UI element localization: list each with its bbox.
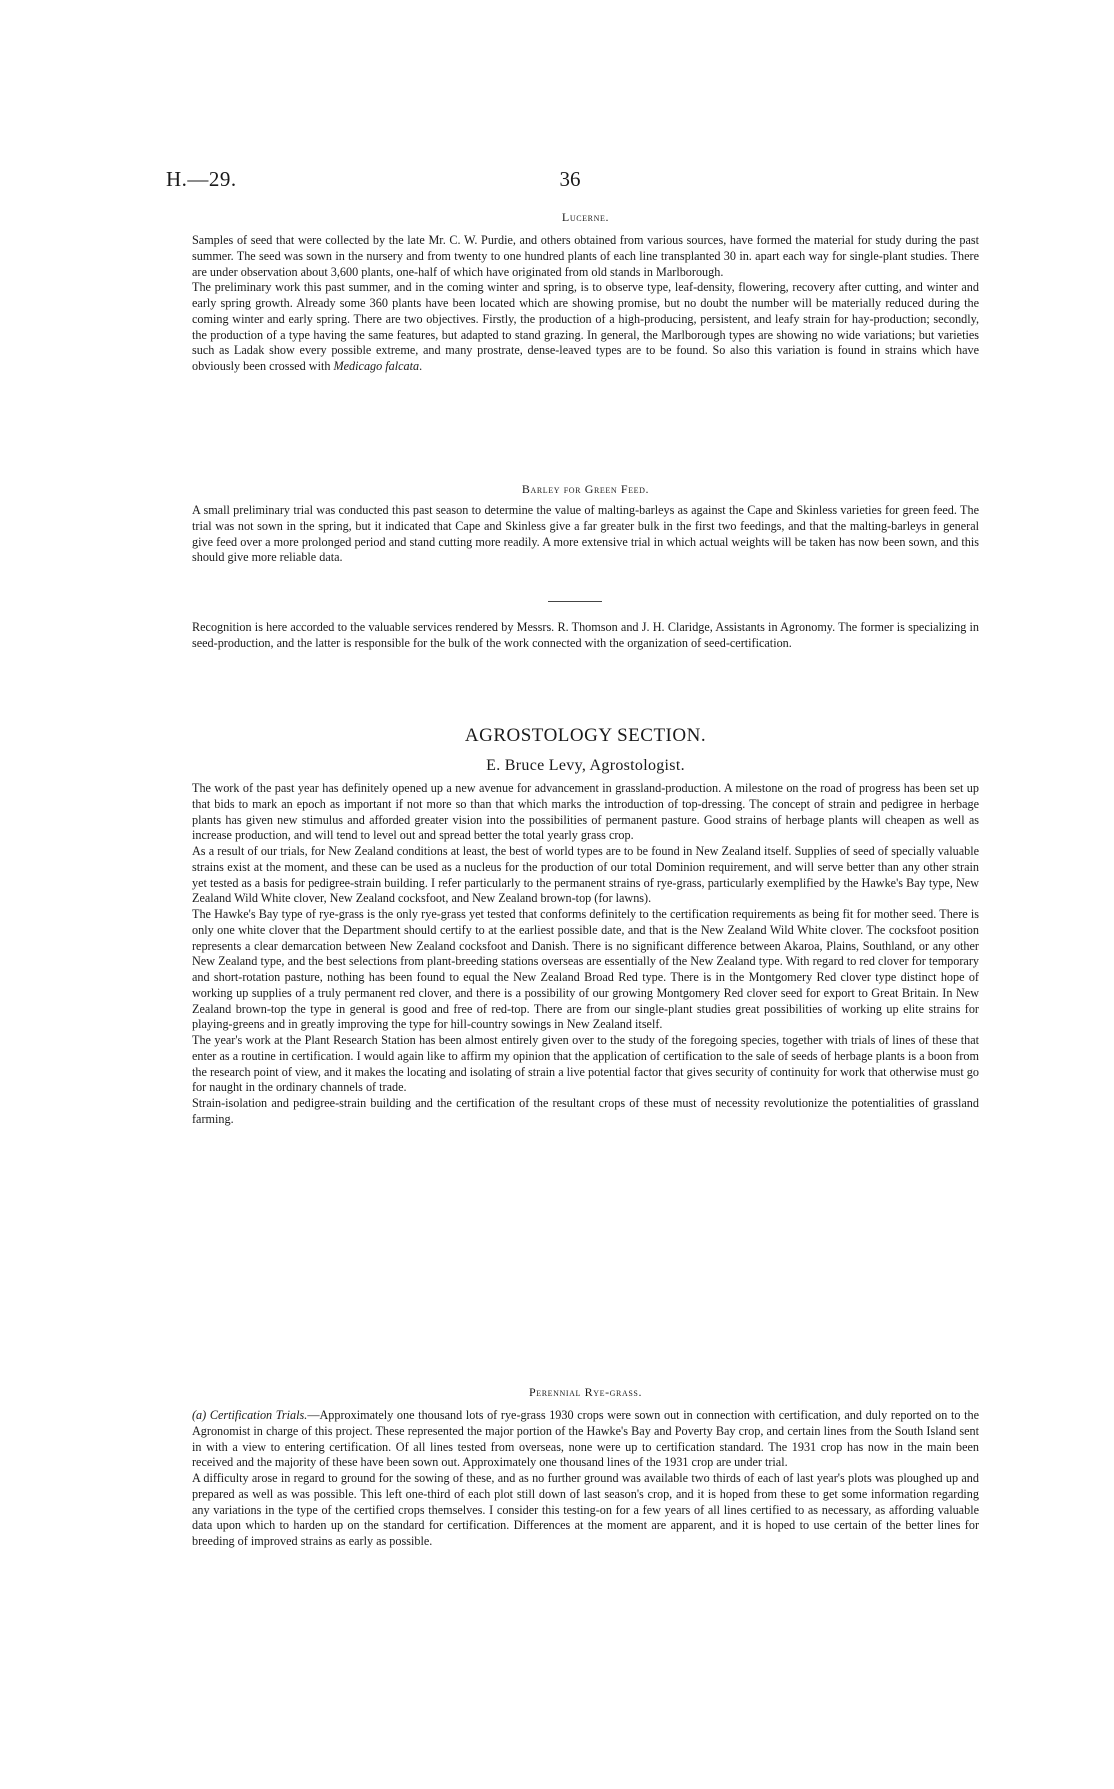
agrostology-title: AGROSTOLOGY SECTION.: [464, 725, 707, 746]
agrostology-section: [192, 725, 979, 1128]
perennial-section: [192, 1385, 979, 1550]
agrostology-paragraph-5: Strain-isolation and pedigree-strain building and the certification of the resultant crops of these must of necessity revolutionize the potentialities of grassland farming.: [192, 1096, 979, 1126]
agrostology-paragraph-3: The Hawke's Bay type of rye-grass is the only rye-grass yet tested that conforms definitely to the certification requirements as being fit for mother seed. There is only one white clover that the Department should certify to at the earliest possible date, and that is the New Zealand Wild White clover. The cocksfoot position represents a clear demarcation between New Zealand cocksfoot and Danish. There is no significant difference between Akaroa, Plains, Southland, or any other New Zealand type, and the best selections from plant-breeding stations overseas are essentially of the New Zealand type. With regard to red clover for temporary and short-rotation pasture, nothing has been found to equal the New Zealand Broad Red type. There is in the Montgomery Red clover type distinct hope of working up supplies of a truly permanent red clover, and there is a possibility of our growing Montgomery Red clover seed for export to Great Britain. In New Zealand brown-top the type in general is good and free of red-top. There are from our single-plant studies great possibilities of working up elite strains for playing-greens and in greatly improving the type for hill-country sowings in New Zealand itself.: [192, 907, 979, 1032]
medicago-falcata: Medicago falcata: [333, 359, 420, 373]
page-number: 36: [559, 167, 581, 191]
section-divider: [548, 601, 602, 602]
lucerne-paragraph-2: The preliminary work this past summer, and in the coming winter and spring, is to observe type, leaf-density, flowering, recovery after cutting, and winter and early spring growth. Already some 360 plants have been located which are showing promise, but no doubt the number will be materially reduced during the coming winter and early spring. There are two objectives. Firstly, the production of a high-producing, persistent, and leafy strain for hay-production; secondly, the production of a type having the same features, but adapted to stand grazing. In general, the Marlborough types are showing no wide variations; but varieties such as Ladak show every possible extreme, and many prostrate, dense-leaved types are to be found. So also this variation is found in strains which have obviously been crossed with Medicago falcata.: [192, 280, 979, 373]
perennial-paragraph-2: A difficulty arose in regard to ground for the sowing of these, and as no further ground was available two thirds of each of last year's plots was ploughed up and prepared as well as was possible. This left one-third of each plot still down of last season's crop, and it is hoped from these to get some information regarding any variations in the type of the certified crops themselves. I consider this testing-on for a few years of all lines certified to as necessary, as affording valuable data upon which to harden up on the standard for certification. Differences at the moment are apparent, and it is hoped to use certain of the better lines for breeding of improved strains as early as possible.: [192, 1471, 979, 1548]
lucerne-heading: Lucerne.: [561, 210, 610, 224]
barley-section: [192, 482, 979, 566]
agrostology-paragraph-4: The year's work at the Plant Research Station has been almost entirely given over to the study of the foregoing species, together with trials of lines of these that enter as a routine in certification. I would again like to affirm my opinion that the application of certification to the sale of seeds of herbage plants is a boon from the research point of view, and it makes the locating and isolating of strain a live potential factor that gives security of continuity for work that otherwise must go for naught in the ordinary channels of trade.: [192, 1033, 979, 1095]
barley-heading: Barley for Green Feed.: [521, 482, 650, 496]
barley-paragraph: A small preliminary trial was conducted this past season to determine the value of malting-barleys as against the Cape and Skinless varieties for green feed. The trial was not sown in the spring, but it indicated that Cape and Skinless give a far greater bulk in the first two feedings, and that the malting-barleys in general give feed over a more prolonged period and stand cutting more readily. A more extensive trial in which actual weights will be taken has now been sown, and this should give more reliable data.: [192, 503, 979, 565]
perennial-paragraph-1: (a) Certification Trials.—Approximately one thousand lots of rye-grass 1930 crops were sown out in connection with certification, and duly reported on to the Agronomist in charge of this project. These represented the major portion of the Hawke's Bay and Poverty Bay crop, and certain lines from the South Island sent in with a view to entering certification. Of all lines tested from overseas, none were up to certification standard. The 1931 crop has now in the main been received and the majority of these have been sown out. Approximately one thousand lines of the 1931 crop are under trial.: [192, 1408, 979, 1470]
lucerne-paragraph-1: Samples of seed that were collected by the late Mr. C. W. Purdie, and others obtained from various sources, have formed the material for study during the past summer. The seed was sown in the nursery and from twenty to one hundred plants of each line transplanted 30 in. apart each way for single-plant studies. There are under observation about 3,600 plants, one-half of which have originated from old stands in Marlborough.: [192, 233, 979, 279]
document-reference: H.—29.: [166, 167, 237, 191]
recognition-section: [192, 620, 979, 652]
lucerne-section: [192, 210, 979, 375]
agrostology-paragraph-1: The work of the past year has definitely opened up a new avenue for advancement in grassland-production. A milestone on the road of progress has been set up that bids to mark an epoch as important if not more so than that which marks the introduction of top-dressing. The concept of strain and pedigree in herbage plants has given new stimulus and afforded greater vision into the possibilities of permanent pasture. Good strains of herbage plants will cheapen as well as increase production, and will tend to level out and spread better the total yearly grass crop.: [192, 781, 979, 843]
perennial-heading: Perennial Rye-grass.: [528, 1385, 643, 1399]
certification-trials-label: (a) Certification Trials.: [192, 1408, 308, 1422]
recognition-paragraph: Recognition is here accorded to the valuable services rendered by Messrs. R. Thomson and J. H. Claridge, Assistants in Agronomy. The former is specializing in seed-production, and the latter is responsible for the bulk of the work connected with the organization of seed-certification.: [192, 620, 979, 650]
agrostology-paragraph-2: As a result of our trials, for New Zealand conditions at least, the best of world types are to be found in New Zealand itself. Supplies of seed of specially valuable strains exist at the moment, and these can be used as a nucleus for the production of our total Dominion requirement, and will serve better than any other strain yet tested as a basis for pedigree-strain building. I refer particularly to the permanent strains of rye-grass, particularly exemplified by the Hawke's Bay type, New Zealand Wild White clover, New Zealand cocksfoot, and New Zealand brown-top (for lawns).: [192, 844, 979, 906]
agrostology-author: E. Bruce Levy, Agrostologist.: [486, 757, 685, 774]
